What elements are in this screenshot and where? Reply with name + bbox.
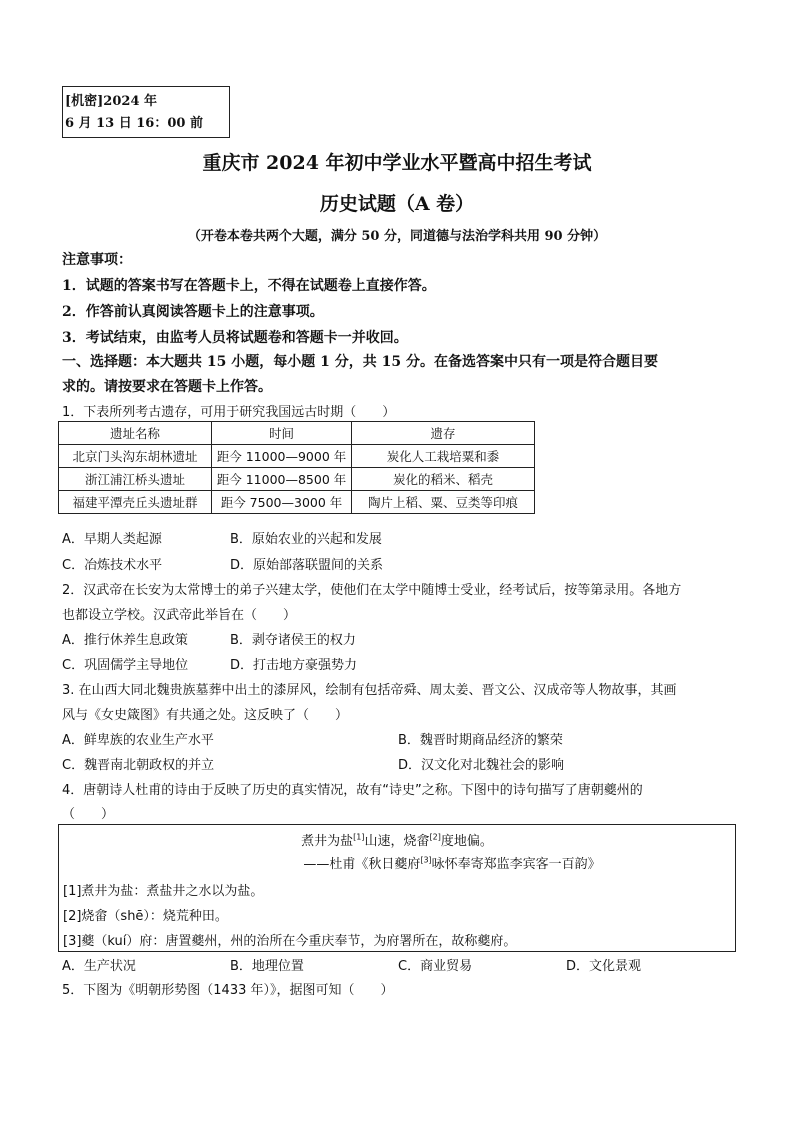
footnote-marker: [2] [429, 832, 441, 842]
confidential-line-2: 6 月 13 日 16：00 前 [65, 116, 203, 131]
poem-box [58, 824, 736, 952]
confidential-box [62, 86, 230, 138]
section-heading-line-1: 一、选择题：本大题共 15 小题，每小题 1 分，共 15 分。在备选答案中只有一项是符合题目要 [62, 354, 658, 370]
notice-item: 3．考试结束，由监考人员将试题卷和答题卡一并收回。 [62, 330, 408, 346]
question-2-option-a: A．推行休养生息政策 [62, 633, 188, 648]
question-1-table [58, 421, 535, 514]
table-cell: 炭化的稻米、稻壳 [352, 468, 535, 491]
question-4-option-d: D．文化景观 [566, 959, 642, 974]
question-1-stem: 1．下表所列考古遗存，可用于研究我国远古时期（ ） [62, 405, 396, 420]
question-1-option-b: B．原始农业的兴起和发展 [230, 532, 382, 547]
question-2-stem-line-1: 2．汉武帝在长安为太常博士的弟子兴建太学，使他们在太学中随博士受业，经考试后，按等第录用。各地方 [62, 583, 682, 598]
question-3-option-a: A．鲜卑族的农业生产水平 [62, 733, 214, 748]
table-row [59, 491, 535, 514]
question-2-option-c: C．巩固儒学主导地位 [62, 658, 189, 673]
table-cell: 炭化人工栽培粟和黍 [352, 445, 535, 468]
notice-heading: 注意事项： [62, 252, 132, 268]
notice-item: 2．作答前认真阅读答题卡上的注意事项。 [62, 304, 324, 320]
poem-note: [3]夔（kuí）府：唐置夔州，州的治所在今重庆奉节，为府署所在，故称夔府。 [63, 934, 517, 949]
table-cell: 浙江浦江桥头遗址 [59, 468, 212, 491]
question-3-stem-line-1: 3. 在山西大同北魏贵族墓葬中出土的漆屏风，绘制有包括帝舜、周太姜、晋文公、汉成帝等人物故事，其画 [62, 683, 677, 698]
poem-note: [1]煮井为盐：煮盐井之水以为盐。 [63, 884, 264, 899]
question-5-stem: 5．下图为《明朝形势图（1433 年）》，据图可知（ ） [62, 983, 394, 998]
question-2-option-d: D．打击地方豪强势力 [230, 658, 358, 673]
notice-item: 1．试题的答案书写在答题卡上，不得在试题卷上直接作答。 [62, 278, 436, 294]
table-cell: 距今 11000—9000 年 [212, 445, 352, 468]
confidential-line-1: [机密]2024 年 [65, 94, 158, 109]
poem-source-text: 咏怀奉寄郑监李宾客一百韵》 [431, 857, 601, 872]
poem-source-text: ——杜甫《秋日夔府 [303, 857, 421, 872]
question-2-stem-line-2: 也都设立学校。汉武帝此举旨在（ ） [62, 608, 297, 623]
exam-title: 重庆市 2024 年初中学业水平暨高中招生考试 [202, 152, 592, 174]
table-cell: 北京门头沟东胡林遗址 [59, 445, 212, 468]
poem-verse-text: 山速，烧畲 [364, 834, 430, 849]
question-3-option-d: D．汉文化对北魏社会的影响 [398, 758, 565, 773]
question-4-stem-line-1: 4．唐朝诗人杜甫的诗由于反映了历史的真实情况，故有“诗史”之称。下图中的诗句描写了唐朝夔州的 [62, 783, 643, 798]
question-4-option-c: C．商业贸易 [398, 959, 473, 974]
table-header-cell: 遗存 [352, 422, 535, 445]
table-cell: 福建平潭壳丘头遗址群 [59, 491, 212, 514]
question-1-option-a: A．早期人类起源 [62, 532, 162, 547]
question-4-option-a: A．生产状况 [62, 959, 136, 974]
paper-title: 历史试题（A 卷） [319, 193, 475, 215]
table-cell: 陶片上稻、粟、豆类等印痕 [352, 491, 535, 514]
question-2-option-b: B．剥夺诸侯王的权力 [230, 633, 356, 648]
question-3-option-b: B．魏晋时期商品经济的繁荣 [398, 733, 563, 748]
table-header-row [59, 422, 535, 445]
poem-verse-text: 煮井为盐 [301, 834, 354, 849]
table-cell: 距今 11000—8500 年 [212, 468, 352, 491]
table-cell: 距今 7500—3000 年 [212, 491, 352, 514]
footnote-marker: [1] [353, 832, 365, 842]
question-4-stem-line-2: （ ） [62, 807, 115, 822]
question-1-option-d: D．原始部落联盟间的关系 [230, 558, 384, 573]
table-row [59, 468, 535, 491]
poem-source [59, 853, 735, 872]
question-3-stem-line-2: 风与《女史箴图》有共通之处。这反映了（ ） [62, 708, 349, 723]
section-heading-line-2: 求的。请按要求在答题卡上作答。 [62, 379, 272, 395]
question-1-option-c: C．冶炼技术水平 [62, 558, 163, 573]
table-header-cell: 时间 [212, 422, 352, 445]
poem-verse [59, 830, 735, 849]
question-4-option-b: B．地理位置 [230, 959, 304, 974]
exam-subtitle: （开卷本卷共两个大题，满分 50 分，同道德与法治学科共用 90 分钟） [187, 229, 607, 244]
question-3-option-c: C．魏晋南北朝政权的并立 [62, 758, 215, 773]
poem-note: [2]烧畲（shē）：烧荒种田。 [63, 909, 228, 924]
table-header-cell: 遗址名称 [59, 422, 212, 445]
table-row [59, 445, 535, 468]
footnote-marker: [3] [420, 855, 432, 865]
poem-verse-text: 度地偏。 [440, 834, 493, 849]
